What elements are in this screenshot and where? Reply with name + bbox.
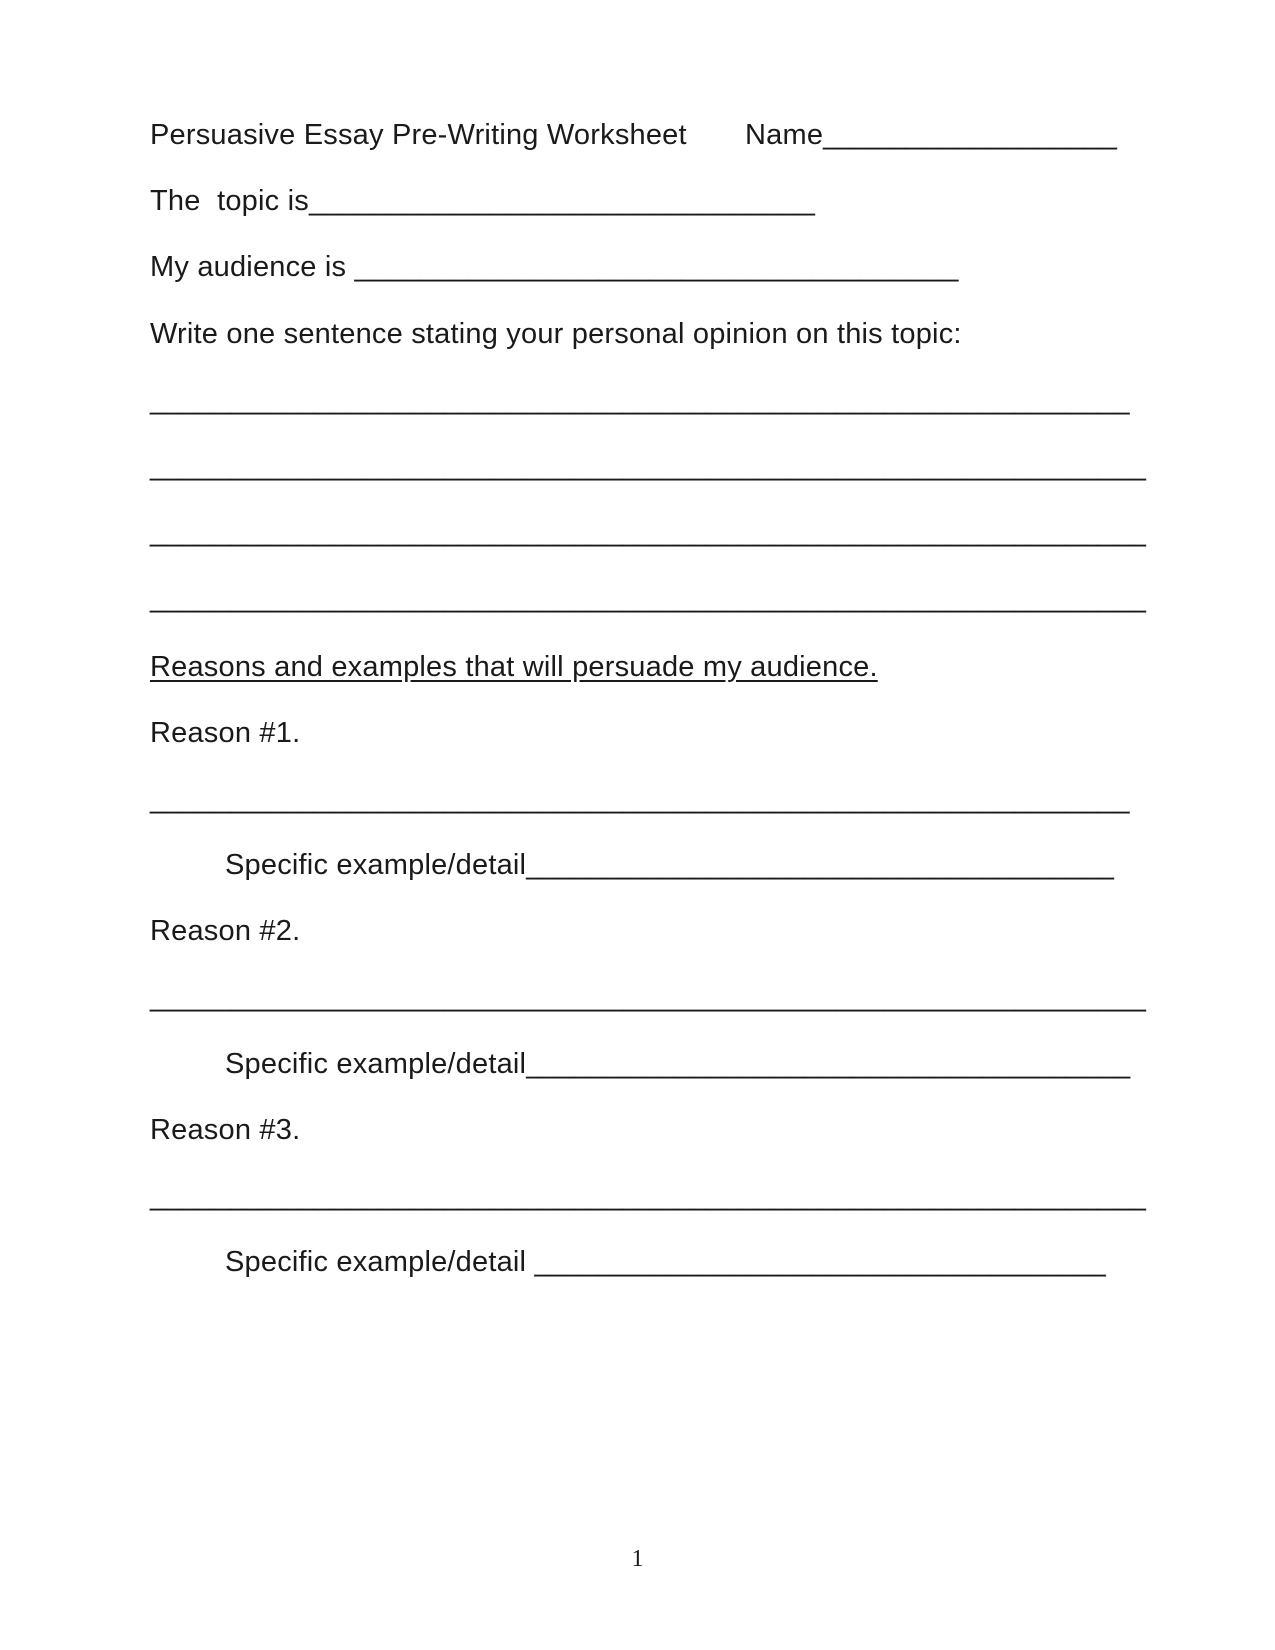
reasons-heading: Reasons and examples that will persuade my audience. <box>150 651 878 683</box>
reason-2-answer-line: _____________________________________________________________ <box>150 981 1147 1013</box>
opinion-answer-line-4: _____________________________________________________________ <box>150 582 1147 614</box>
reason-3-example-line: Specific example/detail ___________________________________ <box>225 1246 1106 1278</box>
topic-field-line: The topic is_______________________________ <box>150 185 816 217</box>
name-field-line: Name__________________ <box>745 119 1118 151</box>
reason-1-example-line: Specific example/detail____________________________________ <box>225 849 1115 881</box>
opinion-answer-line-3: _____________________________________________________________ <box>150 516 1147 548</box>
worksheet-title: Persuasive Essay Pre-Writing Worksheet <box>150 119 687 151</box>
opinion-answer-line-2: _____________________________________________________________ <box>150 450 1147 482</box>
opinion-prompt: Write one sentence stating your personal opinion on this topic: <box>150 318 962 350</box>
reason-1-label: Reason #1. <box>150 717 301 749</box>
reason-3-label: Reason #3. <box>150 1114 301 1146</box>
reason-2-example-line: Specific example/detail_____________________________________ <box>225 1048 1131 1080</box>
audience-field-line: My audience is _____________________________________ <box>150 251 959 283</box>
reason-2-label: Reason #2. <box>150 915 301 947</box>
opinion-answer-line-1: ____________________________________________________________ <box>150 384 1130 416</box>
reason-1-answer-line: ____________________________________________________________ <box>150 783 1130 815</box>
page-number: 1 <box>631 1546 644 1572</box>
reason-3-answer-line: _____________________________________________________________ <box>150 1180 1147 1212</box>
